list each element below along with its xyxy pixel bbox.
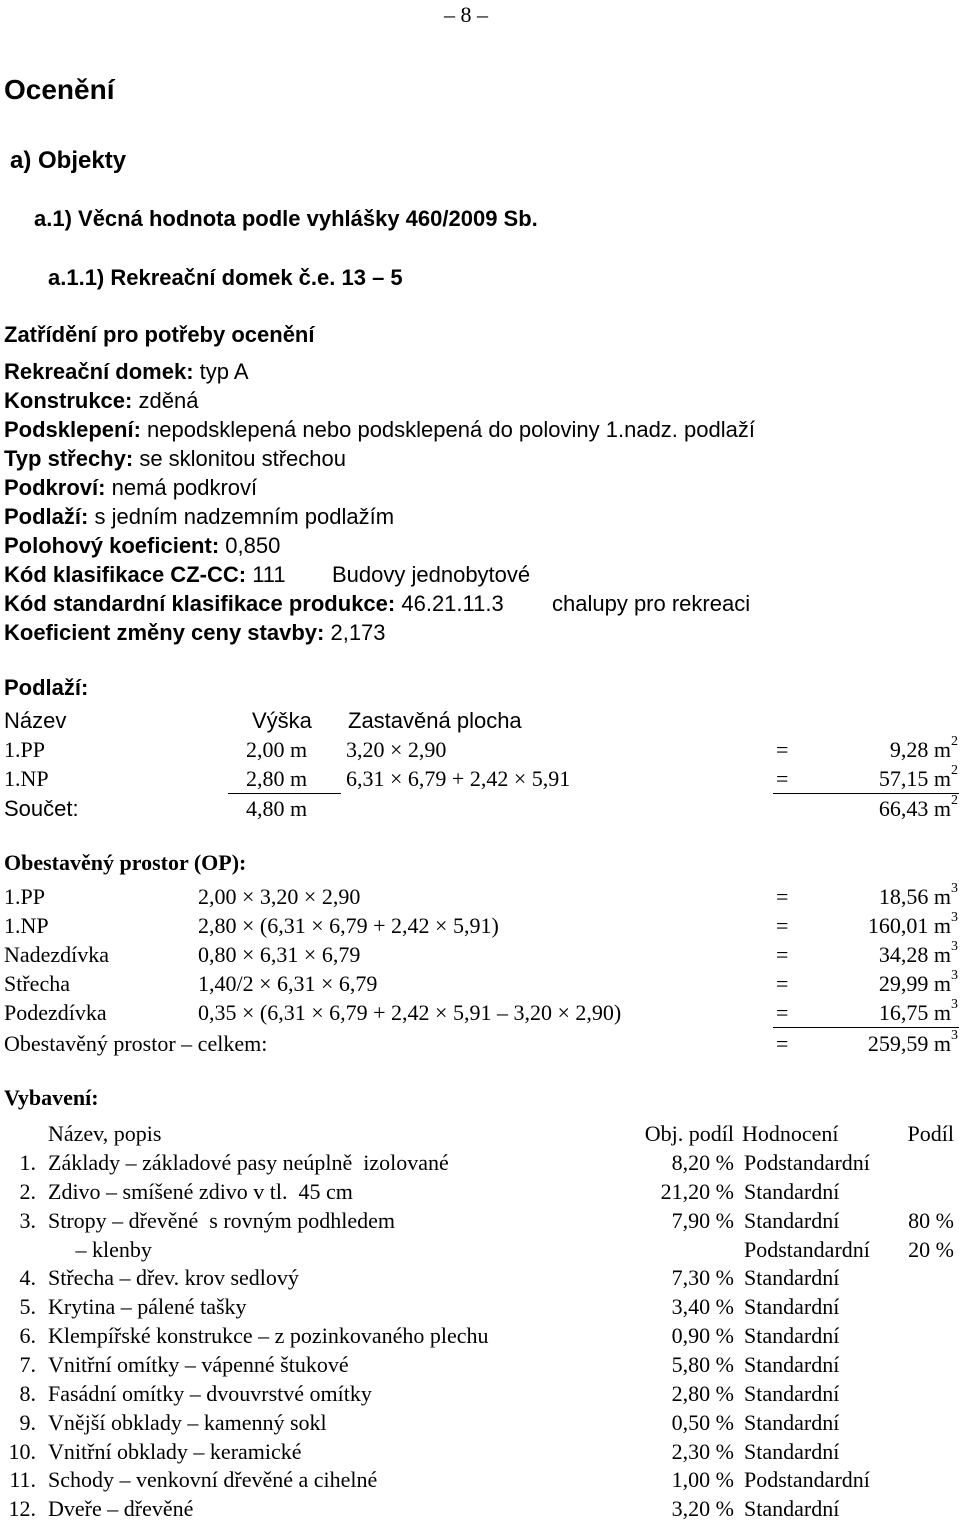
volume-name: Podezdívka (4, 1000, 107, 1025)
equipment-num: 2. (19, 1179, 36, 1204)
volume-result: 18,56 $m^3$ (878, 881, 958, 909)
volume-calc: 0,35 × (6,31 × 6,79 + 2,42 × 5,91 – 3,20 × 2,90) (198, 1000, 622, 1025)
equipment-num: 10. (8, 1439, 36, 1464)
floors-sum-divider (228, 793, 341, 794)
volume-eq: = (776, 942, 789, 967)
equipment-share: 0,90 % (671, 1323, 734, 1348)
equipment-header-portion: Podíl (907, 1121, 954, 1146)
equipment-name: Vnitřní omítky – vápenné štukové (48, 1352, 349, 1377)
equipment-share: 7,30 % (671, 1265, 734, 1290)
section-a-heading: a) Objekty (10, 147, 127, 174)
volume-eq: = (776, 1000, 789, 1025)
classification-row: Polohový koeficient: 0,850 (4, 533, 281, 558)
volume-eq: = (776, 971, 789, 996)
floors-header-height: Výška (252, 708, 312, 733)
equipment-share: 2,30 % (671, 1439, 734, 1464)
classification-row: Podlaží: s jedním nadzemním podlažím (4, 504, 395, 529)
equipment-rating: Podstandardní (744, 1467, 870, 1492)
equipment-num: 6. (19, 1323, 36, 1348)
volume-calc: 0,80 × 6,31 × 6,79 (198, 942, 361, 967)
floor-calc: 3,20 × 2,90 (346, 737, 447, 762)
volume-calc: 1,40/2 × 6,31 × 6,79 (198, 971, 378, 996)
volume-name: Střecha (4, 971, 70, 996)
equipment-rating: Standardní (744, 1208, 840, 1233)
equipment-rating: Standardní (744, 1294, 840, 1319)
equipment-name: Střecha – dřev. krov sedlový (48, 1265, 299, 1290)
volume-result: 16,75 $m^3$ (878, 997, 958, 1025)
equipment-name: Krytina – pálené tašky (48, 1294, 247, 1319)
volume-name: 1.PP (4, 884, 45, 909)
equipment-name: – klenby (48, 1237, 152, 1262)
equipment-share: 2,80 % (671, 1381, 734, 1406)
floor-name: 1.NP (4, 766, 49, 791)
equipment-name: Dveře – dřevěné (48, 1496, 194, 1521)
floor-result: 57,15 $m^2$ (878, 763, 958, 791)
equipment-name: Fasádní omítky – dvouvrstvé omítky (48, 1381, 372, 1406)
page-number: – 8 – (444, 2, 488, 27)
classification-row: Podsklepení: nepodsklepená nebo podsklepená do poloviny 1.nadz. podlaží (4, 417, 755, 442)
page-title: Ocenění (4, 74, 115, 105)
floors-header-area: Zastavěná plocha (348, 708, 522, 733)
equipment-portion: 80 % (908, 1208, 954, 1233)
floor-calc: 6,31 × 6,79 + 2,42 × 5,91 (346, 766, 571, 791)
floor-height: 2,80 m (246, 766, 308, 791)
classification-row: Typ střechy: se sklonitou střechou (4, 446, 346, 471)
equipment-num: 8. (19, 1381, 36, 1406)
volume-name: 1.NP (4, 913, 49, 938)
equipment-share: 3,20 % (671, 1496, 734, 1521)
volume-total-result: 259,59 $m^3$ (867, 1028, 958, 1056)
equipment-rating: Standardní (744, 1179, 840, 1204)
classification-row: Rekreační domek: typ A (4, 359, 249, 384)
equipment-name: Vnitřní obklady – keramické (48, 1439, 302, 1464)
equipment-name: Klempířské konstrukce – z pozinkovaného plechu (48, 1323, 489, 1348)
floors-sum-result: 66,43 $m^2$ (878, 793, 958, 821)
coefficient-row: Koeficient změny ceny stavby: 2,173 (4, 620, 386, 645)
classification-row: Konstrukce: zděná (4, 388, 199, 413)
equipment-num: 3. (19, 1208, 36, 1233)
equipment-num: 5. (19, 1294, 36, 1319)
equipment-num: 7. (19, 1352, 36, 1377)
equipment-rating: Podstandardní (744, 1237, 870, 1262)
equipment-name: Základy – základové pasy neúplně izolované (48, 1150, 449, 1175)
equipment-header-share: Obj. podíl (644, 1121, 734, 1146)
equipment-rating: Standardní (744, 1410, 840, 1435)
volume-result: 34,28 $m^3$ (878, 939, 958, 967)
equipment-header-name: Název, popis (48, 1121, 162, 1146)
equipment-num: 4. (19, 1265, 36, 1290)
cz-cpa-description: chalupy pro rekreaci (552, 591, 751, 616)
equipment-share: 1,00 % (671, 1467, 734, 1492)
equipment-share: 8,20 % (671, 1150, 734, 1175)
volume-total-divider (773, 1027, 959, 1028)
equipment-name: Zdivo – smíšené zdivo v tl. 45 cm (48, 1179, 353, 1204)
equipment-rating: Standardní (744, 1265, 840, 1290)
equipment-title: Vybavení: (4, 1085, 99, 1110)
equipment-share: 0,50 % (671, 1410, 734, 1435)
floor-eq: = (776, 737, 789, 762)
equipment-share: 7,90 % (671, 1208, 734, 1233)
equipment-share: 5,80 % (671, 1352, 734, 1377)
volume-eq: = (776, 913, 789, 938)
equipment-share: 3,40 % (671, 1294, 734, 1319)
volume-name: Nadezdívka (4, 942, 110, 967)
cz-cc-row: Kód klasifikace CZ-CC: 111 (4, 562, 286, 587)
equipment-name: Vnější obklady – kamenný sokl (48, 1410, 327, 1435)
volume-eq: = (776, 884, 789, 909)
floor-eq: = (776, 766, 789, 791)
equipment-name: Schody – venkovní dřevěné a cihelné (48, 1467, 378, 1492)
volume-result: 29,99 $m^3$ (878, 968, 958, 996)
equipment-num: 9. (19, 1410, 36, 1435)
section-a1-heading: a.1) Věcná hodnota podle vyhlášky 460/2009 Sb. (34, 206, 538, 231)
equipment-share: 21,20 % (660, 1179, 734, 1204)
equipment-rating: Podstandardní (744, 1150, 870, 1175)
classification-title: Zatřídění pro potřeby ocenění (4, 322, 315, 347)
floors-sum-label: Součet: (4, 796, 79, 821)
floors-title: Podlaží: (4, 675, 89, 700)
cz-cpa-row: Kód standardní klasifikace produkce: 46.21.11.3 (4, 591, 504, 616)
classification-row: Podkroví: nemá podkroví (4, 475, 258, 500)
volume-calc: 2,00 × 3,20 × 2,90 (198, 884, 361, 909)
floor-name: 1.PP (4, 737, 45, 762)
floors-sum-height: 4,80 m (246, 796, 308, 821)
equipment-rating: Standardní (744, 1381, 840, 1406)
equipment-name: Stropy – dřevěné s rovným podhledem (48, 1208, 396, 1233)
equipment-rating: Standardní (744, 1439, 840, 1464)
volume-result: 160,01 $m^3$ (867, 910, 958, 938)
equipment-rating: Standardní (744, 1323, 840, 1348)
volume-total-eq: = (776, 1031, 789, 1056)
equipment-rating: Standardní (744, 1496, 840, 1521)
floors-sum-divider (773, 793, 959, 794)
floor-result: 9,28 $m^2$ (889, 734, 958, 762)
floors-header-name: Název (4, 708, 67, 733)
equipment-header-rating: Hodnocení (742, 1121, 839, 1146)
volume-calc: 2,80 × (6,31 × 6,79 + 2,42 × 5,91) (198, 913, 499, 938)
section-a11-heading: a.1.1) Rekreační domek č.e. 13 – 5 (48, 265, 403, 290)
volume-total-label: Obestavěný prostor – celkem: (4, 1031, 268, 1056)
equipment-num: 11. (9, 1467, 36, 1492)
volume-title: Obestavěný prostor (OP): (4, 850, 247, 875)
floor-height: 2,00 m (246, 737, 308, 762)
equipment-rating: Standardní (744, 1352, 840, 1377)
equipment-portion: 20 % (908, 1237, 954, 1262)
equipment-num: 1. (19, 1150, 36, 1175)
cz-cc-description: Budovy jednobytové (332, 562, 531, 587)
equipment-num: 12. (8, 1496, 36, 1521)
